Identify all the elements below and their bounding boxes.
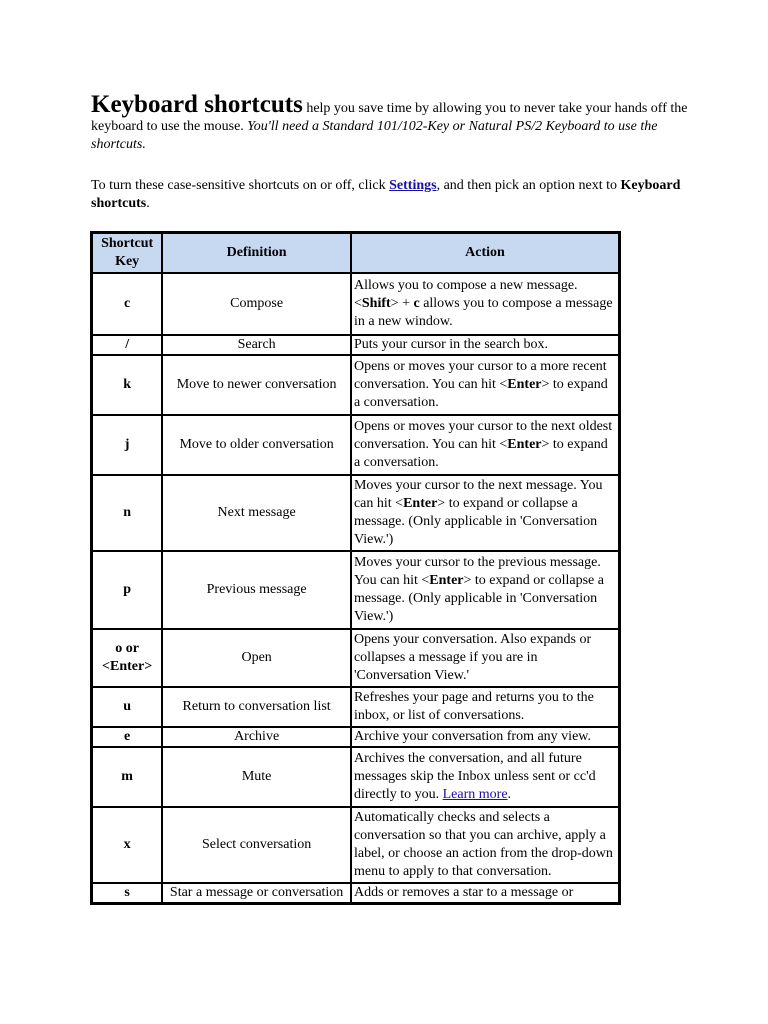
action-text: Opens or moves your cursor to a more recent conversation. You can hit < (353, 359, 607, 392)
settings-text-after: , and then pick an option next to (436, 178, 621, 193)
table-row (92, 335, 619, 355)
intro-paragraph (91, 92, 711, 154)
shortcut-key-cell: m (92, 747, 162, 807)
definition-cell: Next message (162, 475, 351, 551)
definition-cell: Previous message (162, 551, 351, 629)
shortcut-key-cell: n (92, 475, 162, 551)
intro-italic-note: You'll need a Standard 101/102-Key or Natural PS/2 Keyboard to use the shortcuts. (91, 119, 658, 152)
table-row (92, 883, 619, 903)
action-text: > to expand a conversation. (353, 377, 608, 410)
shortcuts-table-body (92, 273, 619, 903)
shortcut-key-cell: p (92, 551, 162, 629)
header-shortcut-key: Shortcut Key (92, 233, 162, 273)
action-text: Adds or removes a star to a message or (353, 885, 574, 900)
action-cell (351, 807, 619, 883)
action-text: > to expand or collapse a message. (Only applicable in 'Conversation View.') (353, 496, 598, 547)
shortcuts-table (90, 231, 621, 905)
shortcut-key-cell: s (92, 883, 162, 903)
action-text: Archive your conversation from any view. (353, 729, 591, 744)
action-text: > to expand a conversation. (353, 437, 608, 470)
action-cell (351, 687, 619, 727)
shortcut-key-cell: c (92, 273, 162, 335)
intro-text: help you save time by allowing you to never take your hands off the keyboard to use the mouse. (91, 101, 688, 134)
table-row (92, 415, 619, 475)
table-row (92, 687, 619, 727)
settings-bold-term: Keyboard shortcuts (91, 178, 681, 211)
action-text: Moves your cursor to the previous message. You can hit < (353, 555, 601, 588)
action-text: > to expand or collapse a message. (Only applicable in 'Conversation View.') (353, 573, 604, 624)
settings-period: . (146, 196, 150, 211)
learn-more-link[interactable]: Learn more (442, 787, 508, 802)
action-text: Opens your conversation. Also expands or collapses a message if you are in 'Conversation View.' (353, 632, 592, 683)
settings-paragraph (91, 177, 711, 213)
shortcut-key-cell: o or <Enter> (92, 629, 162, 687)
definition-cell: Star a message or conversation (162, 883, 351, 903)
header-definition: Definition (162, 233, 351, 273)
action-cell (351, 355, 619, 415)
action-cell (351, 747, 619, 807)
intro-heading: Keyboard shortcuts (91, 91, 303, 118)
action-cell (351, 551, 619, 629)
definition-cell: Compose (162, 273, 351, 335)
definition-cell: Select conversation (162, 807, 351, 883)
action-text: Archives the conversation, and all future messages skip the Inbox unless sent or cc'd directly to you. (353, 751, 596, 802)
action-cell (351, 629, 619, 687)
action-text: Moves your cursor to the next message. You can hit < (353, 478, 603, 511)
action-text: Opens or moves your cursor to the next oldest conversation. You can hit < (353, 419, 613, 452)
table-row (92, 355, 619, 415)
bold-key-text: Shift (361, 296, 391, 311)
shortcut-key-cell: x (92, 807, 162, 883)
table-row (92, 475, 619, 551)
bold-key-text: Enter (507, 437, 542, 452)
table-row (92, 273, 619, 335)
table-row (92, 807, 619, 883)
action-text: Allows you to compose a new message. < (353, 278, 578, 311)
action-cell (351, 475, 619, 551)
bold-key-text: Enter (429, 573, 464, 588)
table-header-row (92, 233, 619, 273)
shortcut-key-cell: k (92, 355, 162, 415)
shortcut-key-cell: u (92, 687, 162, 727)
action-cell (351, 727, 619, 747)
settings-link[interactable]: Settings (389, 178, 437, 193)
action-cell (351, 415, 619, 475)
definition-cell: Move to newer conversation (162, 355, 351, 415)
table-row (92, 629, 619, 687)
shortcut-key-cell: e (92, 727, 162, 747)
settings-text-before: To turn these case-sensitive shortcuts on or off, click (91, 178, 390, 193)
action-text: Puts your cursor in the search box. (353, 337, 548, 352)
action-cell (351, 883, 619, 903)
bold-key-text: Enter (507, 377, 542, 392)
header-action: Action (351, 233, 619, 273)
table-row (92, 747, 619, 807)
table-row (92, 551, 619, 629)
definition-cell: Archive (162, 727, 351, 747)
definition-cell: Mute (162, 747, 351, 807)
action-text: . (507, 787, 512, 802)
definition-cell: Search (162, 335, 351, 355)
bold-key-text: c (413, 296, 420, 311)
action-text: > + (390, 296, 414, 311)
definition-cell: Move to older conversation (162, 415, 351, 475)
action-text: Automatically checks and selects a conversation so that you can archive, apply a label, or choose an action from the drop-down menu to apply to that conversation. (353, 810, 613, 879)
action-text: allows you to compose a message in a new window. (353, 296, 613, 329)
definition-cell: Return to conversation list (162, 687, 351, 727)
action-text: Refreshes your page and returns you to the inbox, or list of conversations. (353, 690, 594, 723)
bold-key-text: Enter (403, 496, 438, 511)
table-row (92, 727, 619, 747)
action-cell (351, 273, 619, 335)
definition-cell: Open (162, 629, 351, 687)
shortcut-key-cell: / (92, 335, 162, 355)
action-cell (351, 335, 619, 355)
shortcut-key-cell: j (92, 415, 162, 475)
